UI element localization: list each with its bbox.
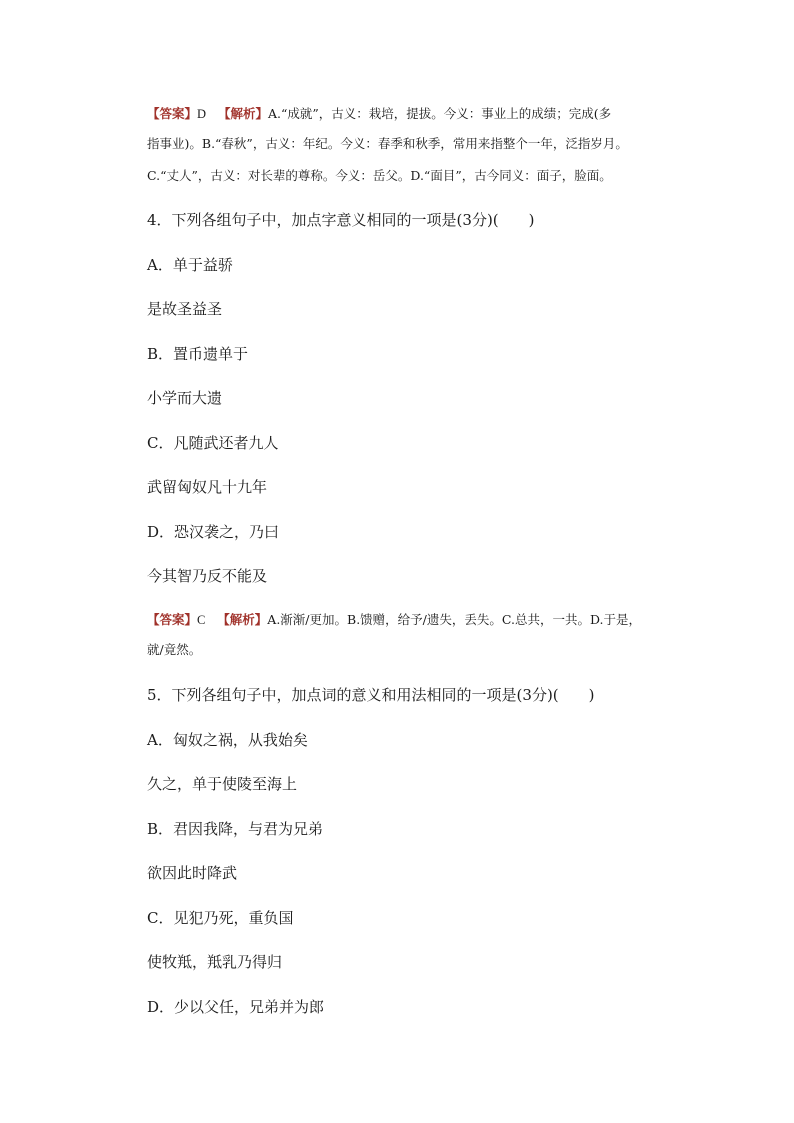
answer-value: C xyxy=(197,613,206,627)
q4-option-d-2: 今其智乃反不能及 xyxy=(147,567,268,585)
q4-option-b-2: 小学而大遗 xyxy=(147,389,223,407)
q5-option-a-2: 久之，单于使陵至海上 xyxy=(147,775,298,793)
analysis-tag: 【解析】 xyxy=(217,106,268,121)
q4-option-b: B．置币遗单于 xyxy=(147,345,249,363)
answer-value: D xyxy=(197,107,207,121)
analysis-text: A.“成就”，古义：栽培，提拔。今义：事业上的成绩；完成(多 xyxy=(267,106,612,121)
answer-block-1-line-2: 指事业)。B.“春秋”，古义：年纪。今义：春季和秋季，常用来指整个一年，泛指岁月。 xyxy=(147,136,628,151)
q4-option-c: C．凡随武还者九人 xyxy=(147,434,279,452)
q5-option-d: D．少以父任，兄弟并为郎 xyxy=(147,998,325,1016)
q4-option-a: A．单于益骄 xyxy=(147,256,233,274)
analysis-text: A.渐渐/更加。B.馈赠，给予/遗失，丢失。C.总共，一共。D.于是， xyxy=(267,612,642,627)
q4-option-d: D．恐汉袭之，乃曰 xyxy=(147,523,280,541)
analysis-tag: 【解析】 xyxy=(217,612,268,627)
answer-tag: 【答案】 xyxy=(147,106,198,121)
answer-block-2-line-1 xyxy=(147,610,641,630)
q4-option-a-2: 是故圣益圣 xyxy=(147,300,223,318)
answer-tag: 【答案】 xyxy=(147,612,198,627)
question-4-stem: 4．下列各组句子中，加点字意义相同的一项是(3分)( ) xyxy=(147,211,535,229)
q5-option-c: C．见犯乃死，重负国 xyxy=(147,909,294,927)
answer-block-1-line-1 xyxy=(147,104,611,124)
answer-block-1-line-3: C.“丈人”，古义：对长辈的尊称。今义：岳父。D.“面目”，古今同义：面子，脸面。 xyxy=(147,168,612,183)
q5-option-c-2: 使牧羝，羝乳乃得归 xyxy=(147,953,283,971)
q5-option-b-2: 欲因此时降武 xyxy=(147,864,238,882)
q5-option-a: A．匈奴之祸，从我始矣 xyxy=(147,731,308,749)
q5-option-b: B．君因我降，与君为兄弟 xyxy=(147,820,324,838)
question-5-stem: 5．下列各组句子中，加点词的意义和用法相同的一项是(3分)( ) xyxy=(147,686,595,704)
q4-option-c-2: 武留匈奴凡十九年 xyxy=(147,478,268,496)
answer-block-2-line-2: 就/竟然。 xyxy=(147,642,202,657)
